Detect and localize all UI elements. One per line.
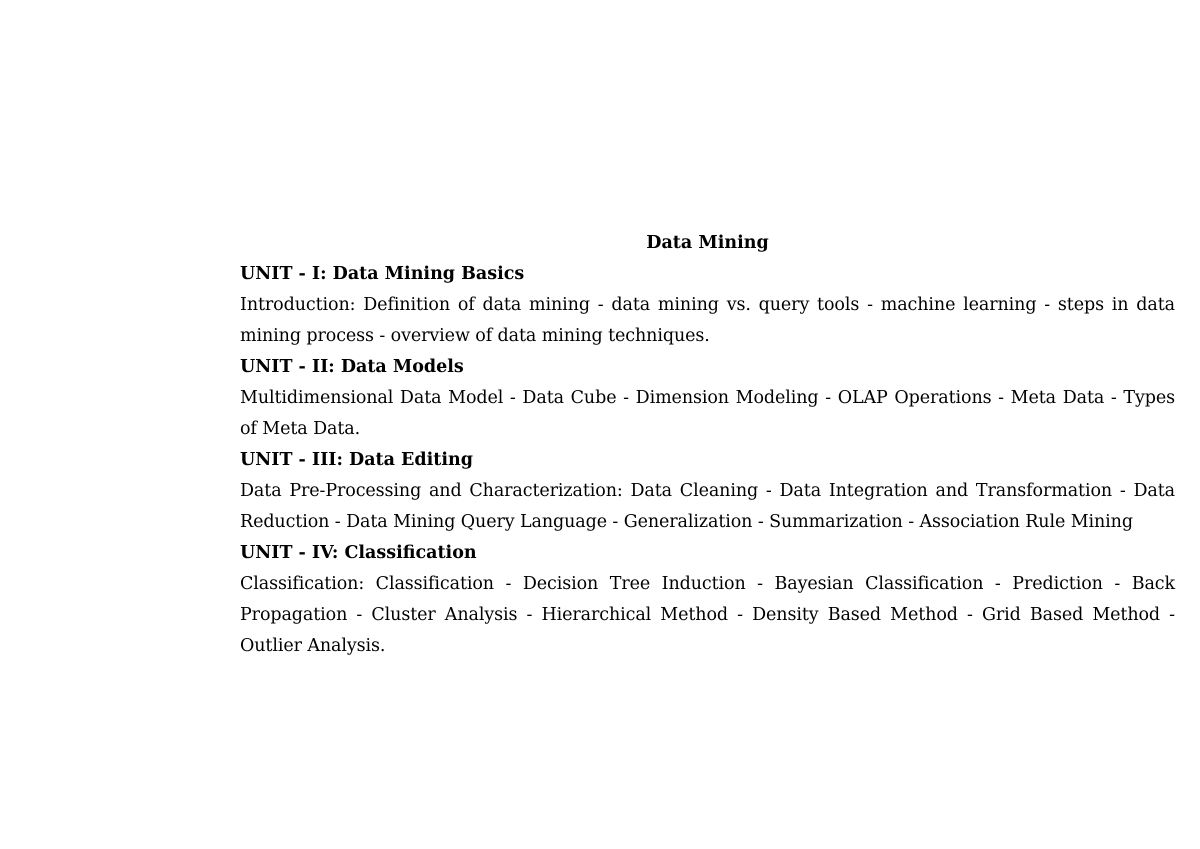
unit-4-section bbox=[240, 538, 1175, 662]
unit-1-heading: UNIT - I: Data Mining Basics bbox=[240, 264, 525, 284]
unit-2-section bbox=[240, 352, 1175, 445]
unit-4-body: Classification: Classification - Decision Tree Induction - Bayesian Classification - Prediction - Back Propagation - Cluster Analysis - Hierarchical Method - Density Based Method - Grid Based Method - Outlier Analysis. bbox=[240, 574, 1175, 656]
syllabus-page bbox=[240, 228, 1175, 662]
unit-2-body: Multidimensional Data Model - Data Cube - Dimension Modeling - OLAP Operations - Meta Data - Types of Meta Data. bbox=[240, 388, 1175, 439]
unit-3-section bbox=[240, 445, 1175, 538]
unit-1-section bbox=[240, 259, 1175, 352]
unit-1-body: Introduction: Definition of data mining - data mining vs. query tools - machine learning - steps in data mining process - overview of data mining techniques. bbox=[240, 295, 1175, 346]
unit-2-heading: UNIT - II: Data Models bbox=[240, 357, 464, 377]
unit-3-body: Data Pre-Processing and Characterization: Data Cleaning - Data Integration and Transformation - Data Reduction - Data Mining Query Language - Generalization - Summarization - Association Rule Mining bbox=[240, 481, 1175, 532]
unit-4-heading: UNIT - IV: Classification bbox=[240, 543, 477, 563]
document-title: Data Mining bbox=[646, 233, 769, 253]
unit-3-heading: UNIT - III: Data Editing bbox=[240, 450, 473, 470]
